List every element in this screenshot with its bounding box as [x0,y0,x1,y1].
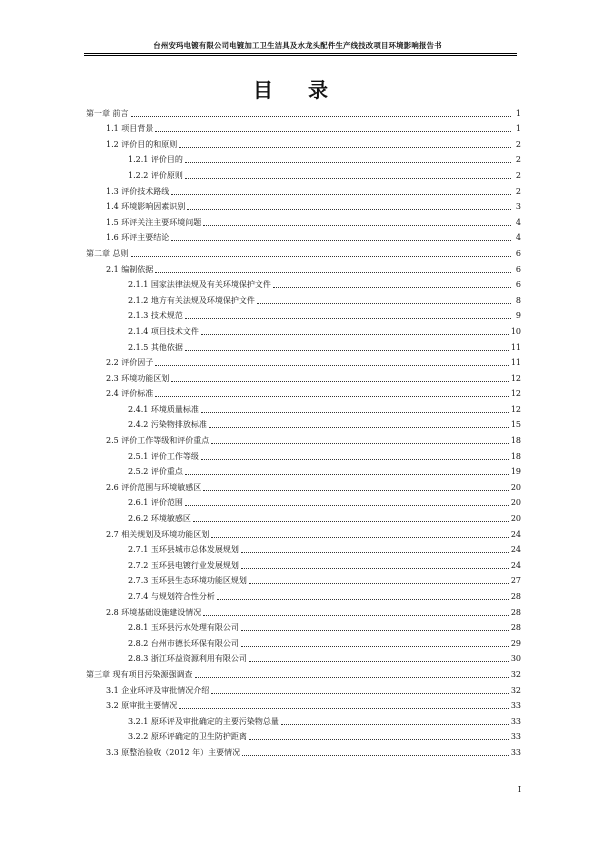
toc-entry[interactable] [86,742,521,758]
toc-entry-label: 2.8.1 玉环县污水处理有限公司 [128,623,239,633]
toc-entry-label: 2.4.2 污染物排放标准 [128,420,207,430]
toc-entry[interactable] [86,259,521,275]
toc-dot-leader [257,303,511,304]
toc-entry-page: 28 [510,607,521,617]
toc-entry[interactable] [86,368,521,384]
toc-entry-page: 10 [510,326,521,336]
toc-entry-page: 2 [515,139,521,149]
toc-entry[interactable] [86,555,521,571]
toc-entry[interactable] [86,540,521,556]
toc-entry-label: 2.5.1 评价工作等级 [128,451,199,461]
toc-entry-page: 11 [510,342,521,352]
page-number: I [517,785,521,794]
toc-entry-label: 2.6.2 环境敏感区 [128,514,191,524]
toc-dot-leader [201,334,509,335]
toc-entry[interactable] [86,493,521,509]
toc-entry-page: 12 [510,389,521,399]
toc-entry-page: 9 [515,311,521,321]
toc-entry[interactable] [86,243,521,259]
toc-dot-leader [195,677,509,678]
toc-entry[interactable] [86,228,521,244]
toc-entry-label: 2.8 环境基础设施建设情况 [106,607,202,617]
toc-entry[interactable] [86,508,521,524]
toc-dot-leader [171,194,511,195]
toc-entry-label: 1.3 评价技术路线 [106,186,170,196]
toc-entry-page: 6 [515,280,521,290]
toc-dot-leader [171,240,511,241]
toc-entry-page: 28 [510,592,521,601]
toc-dot-leader [211,443,509,444]
toc-entry-page: 20 [510,514,521,524]
toc-dot-leader [209,427,509,428]
toc-entry-page: 8 [515,295,521,305]
toc-entry-label: 1.2.1 评价目的 [128,155,183,165]
toc-entry[interactable] [86,337,521,353]
toc-entry-label: 3.3 原整治验收（2012 年）主要情况 [106,747,241,757]
toc-dot-leader [185,350,509,351]
toc-dot-leader [155,365,509,366]
toc-entry[interactable] [86,181,521,197]
toc-dot-leader [249,583,509,584]
toc-entry[interactable] [86,290,521,306]
toc-entry-label: 2.1.2 地方有关法规及环境保护文件 [128,295,255,305]
toc-entry-page: 4 [515,217,521,227]
toc-entry-label: 2.7.3 玉环县生态环境功能区规划 [128,576,247,586]
toc-entry-page: 28 [510,623,521,633]
toc-entry-page: 20 [510,498,521,508]
toc-entry-page: 24 [510,545,521,555]
toc-dot-leader [203,225,511,226]
toc-entry-label: 3.2 原审批主要情况 [106,701,178,711]
toc-entry[interactable] [86,103,521,119]
toc-dot-leader [171,381,509,382]
toc-entry[interactable] [86,664,521,680]
toc-entry-page: 20 [510,482,521,492]
toc-entry[interactable] [86,134,521,150]
toc-entry[interactable] [86,353,521,369]
running-header: 台州安玛电镀有限公司电镀加工卫生洁具及水龙头配件生产线技改项目环境影响报告书 [153,41,442,50]
toc-entry-label: 2.7.4 与规划符合性分析 [128,592,215,601]
toc-dot-leader [241,646,509,647]
toc-entry-page: 24 [510,560,521,570]
toc-entry-label: 第一章 前言 [86,108,129,118]
toc-dot-leader [203,490,509,491]
toc-entry[interactable] [86,649,521,665]
toc-entry-label: 1.2.2 评价原则 [128,170,183,180]
toc-entry-label: 1.2 评价目的和原则 [106,139,178,149]
toc-entry-page: 1 [515,124,521,134]
toc-entry[interactable] [86,119,521,135]
toc-entry-label: 3.2.2 原环评确定的卫生防护距离 [128,732,247,742]
toc-entry-page: 2 [515,170,521,180]
toc-entry-label: 1.6 环评主要结论 [106,233,170,243]
toc-dot-leader [241,568,509,569]
toc-dot-leader [187,209,511,210]
toc-entry-page: 6 [515,264,521,274]
toc-entry-label: 2.1.3 技术规范 [128,311,183,321]
toc-entry-label: 1.4 环境影响因素识别 [106,202,186,212]
toc-dot-leader [273,287,511,288]
toc-entry-page: 12 [510,373,521,383]
toc-entry[interactable] [86,399,521,415]
toc-dot-leader [249,661,509,662]
toc-dot-leader [193,521,509,522]
toc-dot-leader [131,116,511,117]
toc-entry-page: 32 [510,669,521,679]
toc-entry-label: 1.5 环评关注主要环境问题 [106,217,202,227]
toc-dot-leader [179,708,509,709]
toc-entry[interactable] [86,197,521,213]
toc-dot-leader [241,630,509,631]
toc-dot-leader [217,599,509,600]
toc-entry[interactable] [86,477,521,493]
toc-entry-page: 15 [510,420,521,430]
toc-entry-label: 2.8.3 浙江环益资源利用有限公司 [128,654,247,664]
toc-dot-leader [155,272,511,273]
toc-entry-page: 11 [510,358,521,368]
toc-dot-leader [201,412,509,413]
toc-entry-label: 2.1 编制依据 [106,264,154,274]
toc-entry[interactable] [86,524,521,540]
toc-entry-label: 2.7.2 玉环县电镀行业发展规划 [128,560,239,570]
toc-dot-leader [185,318,511,319]
toc-entry[interactable] [86,602,521,618]
toc-entry[interactable] [86,275,521,291]
toc-entry[interactable] [86,430,521,446]
toc-entry-label: 2.7 相关规划及环境功能区划 [106,529,210,539]
toc-entry[interactable] [86,384,521,400]
toc-entry[interactable] [86,306,521,322]
toc-entry-page: 24 [510,529,521,539]
toc-entry-label: 2.6.1 评价范围 [128,498,183,508]
toc-entry-page: 18 [510,451,521,461]
toc-dot-leader [185,474,509,475]
toc-entry[interactable] [86,571,521,587]
toc-entry[interactable] [86,321,521,337]
toc-entry-label: 2.3 环境功能区划 [106,373,170,383]
toc-entry[interactable] [86,618,521,634]
toc-entry-label: 2.1.4 项目技术文件 [128,326,199,336]
toc-entry-page: 33 [510,716,521,726]
toc-entry-label: 2.7.1 玉环县城市总体发展规划 [128,545,239,555]
header-divider [84,53,517,56]
toc-dot-leader [179,147,511,148]
toc-dot-leader [185,162,511,163]
toc-entry[interactable] [86,680,521,696]
toc-dot-leader [185,178,511,179]
toc-entry-page: 3 [515,202,521,212]
table-of-contents [86,103,521,758]
toc-entry-page: 33 [510,747,521,757]
toc-dot-leader [201,459,509,460]
toc-entry-page: 18 [510,436,521,446]
toc-entry[interactable] [86,633,521,649]
toc-entry-label: 2.1.5 其他依据 [128,342,183,352]
toc-dot-leader [242,755,509,756]
toc-dot-leader [241,552,509,553]
toc-entry[interactable] [86,446,521,462]
toc-entry-label: 2.2 评价因子 [106,358,154,368]
toc-entry[interactable] [86,165,521,181]
page-title: 目 录 [253,78,342,102]
toc-entry-label: 3.2.1 原环评及审批确定的主要污染物总量 [128,716,279,726]
toc-entry-label: 3.1 企业环评及审批情况介绍 [106,685,210,695]
toc-entry-label: 2.6 评价范围与环境敏感区 [106,482,202,492]
toc-entry-label: 2.5.2 评价重点 [128,467,183,477]
toc-entry-label: 第三章 现有项目污染源强调查 [86,669,193,679]
toc-entry-page: 27 [510,576,521,586]
toc-dot-leader [155,131,511,132]
toc-dot-leader [155,396,509,397]
toc-entry-page: 2 [515,186,521,196]
toc-entry-label: 第二章 总则 [86,248,129,258]
toc-dot-leader [185,505,509,506]
toc-dot-leader [281,724,509,725]
toc-entry[interactable] [86,462,521,478]
toc-entry-page: 6 [515,248,521,258]
toc-entry-page: 30 [510,654,521,664]
toc-entry-label: 2.5 评价工作等级和评价重点 [106,436,210,446]
toc-entry-page: 33 [510,701,521,711]
toc-entry-page: 32 [510,685,521,695]
toc-entry-label: 2.8.2 台州市德长环保有限公司 [128,638,239,648]
toc-entry-label: 2.4.1 环境质量标准 [128,404,199,414]
toc-dot-leader [211,537,509,538]
toc-entry-page: 19 [510,467,521,477]
toc-dot-leader [211,693,509,694]
toc-dot-leader [249,739,509,740]
toc-entry[interactable] [86,586,521,602]
toc-entry[interactable] [86,727,521,743]
toc-entry-page: 4 [515,233,521,243]
toc-entry-page: 33 [510,732,521,742]
toc-entry-page: 29 [510,638,521,648]
toc-dot-leader [203,615,509,616]
toc-dot-leader [131,256,511,257]
toc-entry-page: 2 [515,155,521,165]
toc-entry-page: 1 [515,108,521,118]
toc-entry[interactable] [86,696,521,712]
toc-entry[interactable] [86,415,521,431]
toc-entry-label: 1.1 项目背景 [106,124,154,134]
toc-entry-page: 12 [510,404,521,414]
toc-entry[interactable] [86,212,521,228]
toc-entry-label: 2.4 评价标准 [106,389,154,399]
toc-entry[interactable] [86,711,521,727]
toc-entry[interactable] [86,150,521,166]
toc-entry-label: 2.1.1 国家法律法规及有关环境保护文件 [128,280,271,290]
